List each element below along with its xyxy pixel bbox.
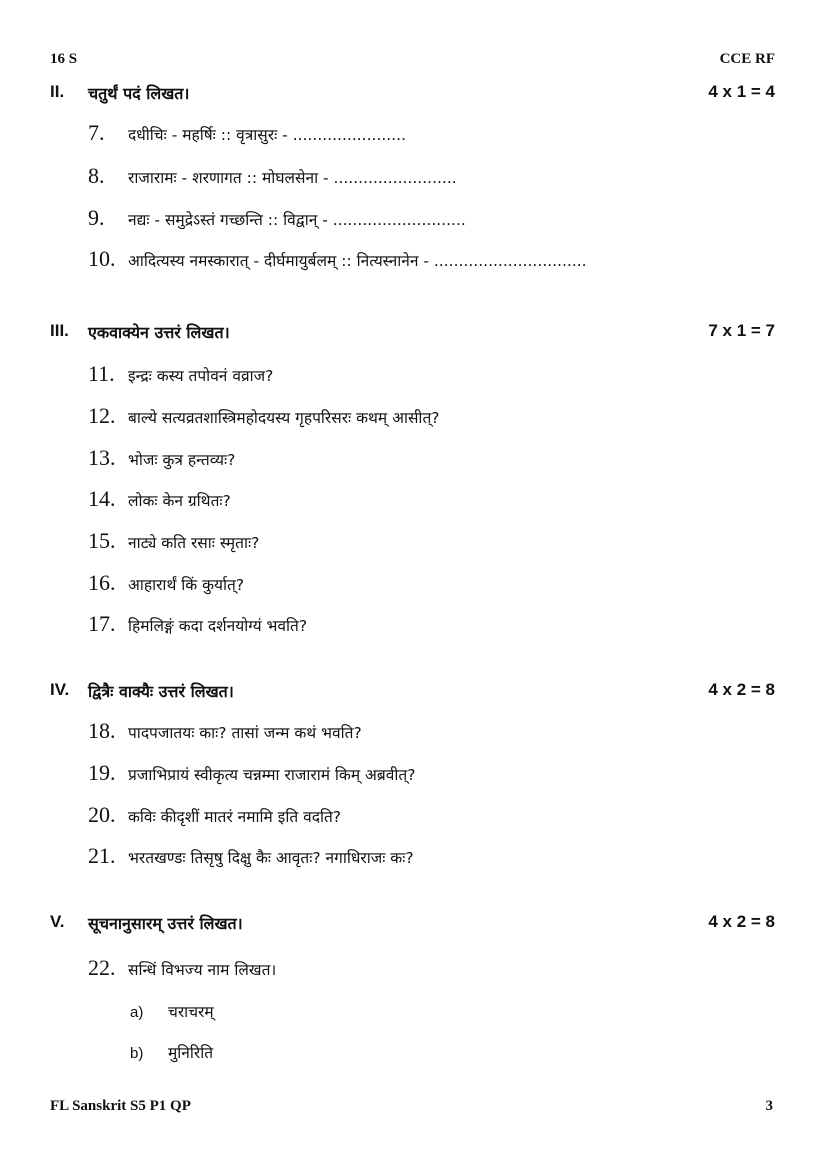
header-code: 16 S <box>50 51 78 67</box>
question-number: 22. <box>88 955 116 980</box>
question-12 <box>88 403 440 429</box>
question-text: भरतखण्डः तिसृषु दिक्षु कैः आवृतः? नगाधिराजः कः? <box>128 849 414 867</box>
question-number: 19. <box>88 760 116 785</box>
subquestion-text: मुनिरिति <box>168 1044 214 1062</box>
question-text: इन्द्रः कस्य तपोवनं वव्राज? <box>128 367 274 385</box>
question-number: 8. <box>88 163 105 188</box>
subquestion-a <box>130 1000 214 1024</box>
question-text: हिमलिङ्गं कदा दर्शनयोग्यं भवति? <box>128 617 308 635</box>
subquestion-text: चराचरम् <box>168 1003 214 1021</box>
page-number: 3 <box>765 1098 773 1114</box>
question-13 <box>88 445 235 471</box>
question-text: नाट्ये कति रसाः स्मृताः? <box>128 534 260 552</box>
question-number: 15. <box>88 528 116 553</box>
section-title: सूचनानुसारम् उत्तरं लिखत। <box>88 914 243 933</box>
question-number: 10. <box>88 246 116 271</box>
question-text: आहारार्थं किं कुर्यात्? <box>128 576 245 594</box>
question-19 <box>88 760 415 786</box>
section-title: एकवाक्येन उत्तरं लिखत। <box>88 323 230 342</box>
question-18 <box>88 718 362 744</box>
section-ii-heading <box>50 82 775 108</box>
question-number: 21. <box>88 843 116 868</box>
question-text: आदित्यस्य नमस्कारात् - दीर्घमायुर्बलम् :: नित्यस्नानेन - ............................... <box>128 252 587 270</box>
header-series: CCE RF <box>719 51 775 67</box>
question-17 <box>88 611 307 637</box>
section-marks: 4 x 2 = 8 <box>708 680 775 699</box>
question-15 <box>88 528 259 554</box>
question-number: 11. <box>88 361 115 386</box>
question-16 <box>88 570 244 596</box>
section-title: द्वित्रैः वाक्यैः उत्तरं लिखत। <box>88 682 234 701</box>
section-iii-heading <box>50 321 775 347</box>
subquestion-label: a) <box>130 1004 144 1021</box>
question-14 <box>88 486 231 512</box>
question-11 <box>88 361 273 387</box>
question-number: 7. <box>88 120 105 145</box>
question-text: लोकः केन ग्रथितः? <box>128 492 231 510</box>
question-number: 14. <box>88 486 116 511</box>
section-marks: 4 x 2 = 8 <box>708 912 775 931</box>
question-text: बाल्ये सत्यव्रतशास्त्रिमहोदयस्य गृहपरिसरः कथम् आसीत्? <box>128 409 440 427</box>
question-9 <box>88 205 466 231</box>
question-text: पादपजातयः काः? तासां जन्म कथं भवति? <box>128 724 362 742</box>
question-number: 9. <box>88 205 105 230</box>
section-iv-heading <box>50 680 775 706</box>
question-8 <box>88 163 457 189</box>
question-text: राजारामः - शरणागत :: मोघलसेना - ......................... <box>128 169 457 187</box>
question-20 <box>88 802 341 828</box>
footer-paper-code: FL Sanskrit S5 P1 QP <box>50 1098 191 1114</box>
question-7 <box>88 120 406 146</box>
question-number: 16. <box>88 570 116 595</box>
subquestion-label: b) <box>130 1045 144 1062</box>
section-number: V. <box>50 912 65 931</box>
question-text: प्रजाभिप्रायं स्वीकृत्य चन्नम्मा राजारामं किम् अब्रवीत्? <box>128 766 416 784</box>
question-text: भोजः कुत्र हन्तव्यः? <box>128 451 236 469</box>
question-text: नद्यः - समुद्रेऽस्तं गच्छन्ति :: विद्वान् - ........................... <box>128 211 466 229</box>
subquestion-b <box>130 1041 213 1065</box>
question-number: 13. <box>88 445 116 470</box>
question-text: कविः कीदृशीं मातरं नमामि इति वदति? <box>128 808 342 826</box>
section-number: II. <box>50 82 65 101</box>
section-marks: 4 x 1 = 4 <box>708 82 775 101</box>
question-number: 18. <box>88 718 116 743</box>
section-number: IV. <box>50 680 70 699</box>
question-number: 12. <box>88 403 116 428</box>
question-text: दधीचिः - महर्षिः :: वृत्रासुरः - ....................... <box>128 126 407 144</box>
question-number: 20. <box>88 802 116 827</box>
section-title: चतुर्थं पदं लिखत। <box>88 84 190 103</box>
section-marks: 7 x 1 = 7 <box>708 321 775 340</box>
question-22 <box>88 955 276 981</box>
question-number: 17. <box>88 611 116 636</box>
question-10 <box>88 246 587 272</box>
section-v-heading <box>50 912 775 938</box>
question-text: सन्धिं विभज्य नाम लिखत। <box>128 961 277 979</box>
question-21 <box>88 843 414 869</box>
section-number: III. <box>50 321 69 340</box>
